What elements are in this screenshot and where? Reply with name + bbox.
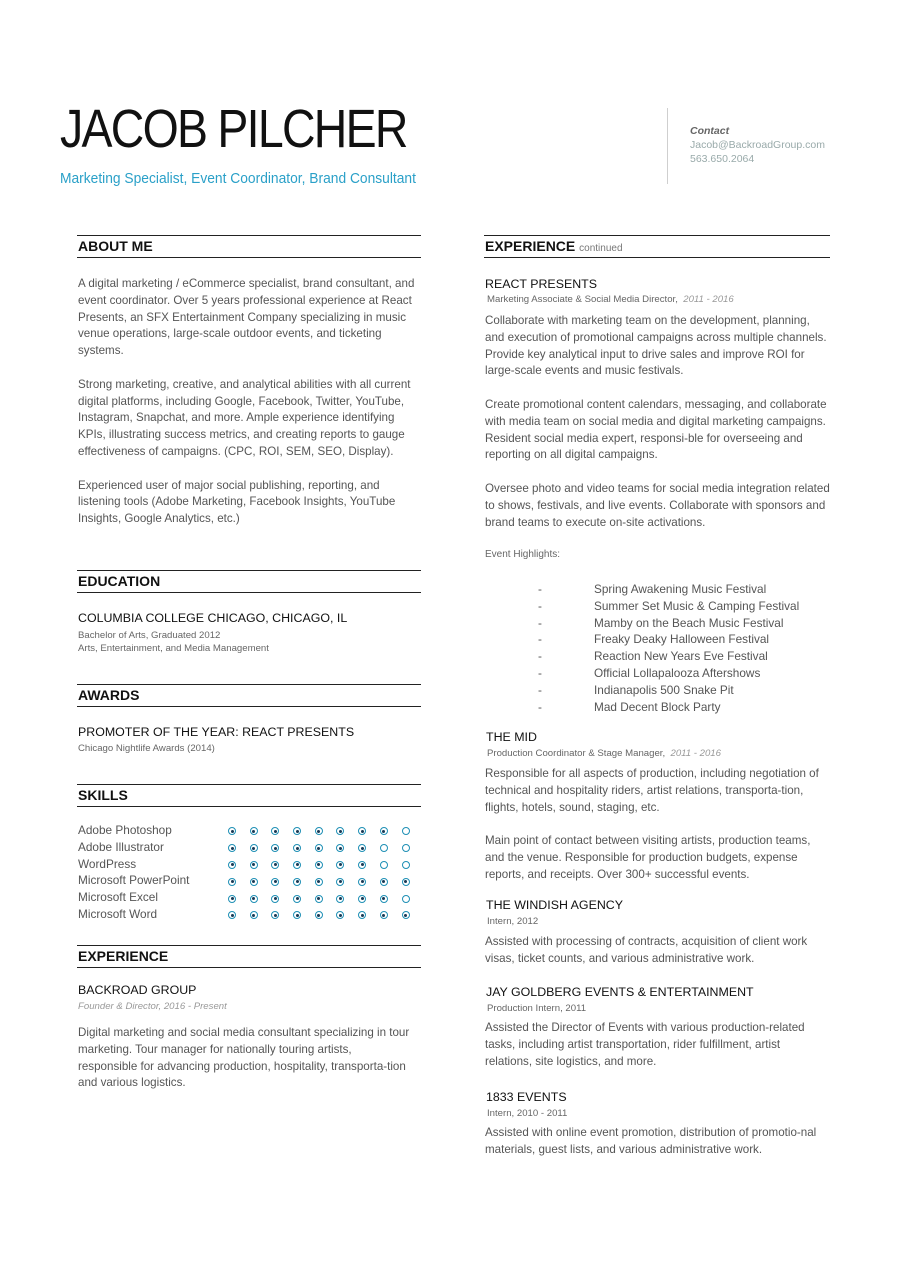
skill-name: WordPress	[78, 856, 137, 871]
job-description: Assisted the Director of Events with various production-related tasks, including artist transportation, rider fulfillment, artist relations, site logistics, and more.	[485, 1021, 805, 1068]
about-title: ABOUT ME	[78, 238, 153, 254]
job-paragraph: Responsible for all aspects of production, including negotiation of technical and hospitality riders, artist relations, transporta-tion, flights, hotels, sound, staging, etc.	[485, 767, 819, 814]
rating-dot-filled	[358, 878, 366, 886]
highlight-text: Spring Awakening Music Festival	[594, 582, 767, 596]
rating-dot-filled	[315, 827, 323, 835]
experience-continued-header	[484, 235, 830, 258]
contact-label: Contact	[690, 125, 730, 137]
job-dates: 2011 - 2016	[670, 748, 721, 759]
education-details	[78, 630, 269, 655]
job-paragraph: Collaborate with marketing team on the development, planning, and execution of promotional campaigns across multiple channels. Provide key analytical input to drive sales and improve ROI for large-scale events and music festivals.	[485, 314, 827, 378]
rating-dot-filled	[271, 844, 279, 852]
rating-dot-filled	[380, 911, 388, 919]
rating-dot-filled	[380, 878, 388, 886]
rating-dot-filled	[336, 911, 344, 919]
list-item: - Indianapolis 500 Snake Pit	[538, 682, 734, 697]
education-degree: Bachelor of Arts, Graduated 2012	[78, 630, 221, 641]
rating-dot-filled	[315, 844, 323, 852]
rating-dot-filled	[336, 895, 344, 903]
contact-phone[interactable]: 563.650.2064	[690, 153, 755, 165]
job-paragraph: Create promotional content calendars, messaging, and collaborate with media team on social media and digital marketing campaigns. Resident social media expert, responsi-ble for overseeing and reporting on all digital campaigns.	[485, 397, 827, 462]
job-company: JAY GOLDBERG EVENTS & ENTERTAINMENT	[486, 985, 754, 999]
rating-dot-filled	[358, 911, 366, 919]
about-section-header	[77, 235, 421, 258]
rating-dot-filled	[293, 895, 301, 903]
experience-title: EXPERIENCE	[78, 948, 169, 964]
rating-dot-empty	[380, 861, 388, 869]
highlight-text: Mad Decent Block Party	[594, 699, 721, 714]
job-role: Intern, 2010 - 2011	[487, 1108, 568, 1119]
rating-dot-filled	[293, 827, 301, 835]
skill-name: Adobe Illustrator	[78, 839, 164, 854]
about-paragraph: Experienced user of major social publishing, reporting, and listening tools (Adobe Marketing, Facebook Insights, YouTube Insights, Google Analytics, etc.)	[78, 478, 396, 526]
job-company: THE WINDISH AGENCY	[486, 898, 623, 912]
skill-rating-row	[228, 890, 423, 907]
skill-rating-row	[228, 857, 423, 874]
skill-name: Microsoft Excel	[78, 890, 158, 905]
list-item: - Reaction New Years Eve Festival	[538, 649, 768, 664]
rating-dot-filled	[315, 895, 323, 903]
contact-email[interactable]: Jacob@BackroadGroup.com	[690, 139, 825, 151]
job-role	[487, 748, 721, 761]
education-field: Arts, Entertainment, and Media Management	[78, 642, 269, 654]
highlight-text: Reaction New Years Eve Festival	[594, 649, 768, 664]
job-description: Digital marketing and social media consultant specializing in tour marketing. Tour manager for nationally touring artists, responsible for advancing production, hospitality, transporta-tion and various logistics.	[78, 1026, 410, 1090]
education-section-header	[77, 570, 421, 593]
highlights-list	[538, 581, 799, 715]
skill-name: Adobe Photoshop	[78, 823, 172, 837]
job-role-text: Production Coordinator & Stage Manager,	[487, 748, 666, 759]
job-description	[485, 313, 830, 531]
job-role: Intern, 2012	[487, 916, 539, 927]
rating-dot-empty	[402, 827, 410, 835]
rating-dot-filled	[336, 827, 344, 835]
skill-rating-row	[228, 907, 423, 924]
list-item: - Mamby on the Beach Music Festival	[538, 615, 784, 630]
rating-dot-filled	[315, 861, 323, 869]
job-role: Production Intern, 2011	[487, 1003, 587, 1014]
experience-section-header	[77, 945, 421, 968]
highlight-text: Indianapolis 500 Snake Pit	[594, 682, 734, 697]
rating-dot-filled	[228, 878, 236, 886]
rating-dot-filled	[315, 878, 323, 886]
rating-dot-filled	[358, 895, 366, 903]
job-role	[487, 294, 734, 307]
about-paragraph: A digital marketing / eCommerce specialist, brand consultant, and event coordinator. Over 5 years professional experience at React Presents, an SFX Entertainment Company specializing in music venue operations, large-scale outdoor events, and ticketing systems.	[78, 277, 415, 358]
skill-name: Microsoft Word	[78, 906, 158, 921]
education-school: COLUMBIA COLLEGE CHICAGO, CHICAGO, IL	[78, 611, 348, 625]
award-source: Chicago Nightlife Awards (2014)	[78, 743, 215, 754]
awards-section-header	[77, 684, 421, 707]
education-title: EDUCATION	[78, 573, 161, 589]
contact-block	[690, 124, 825, 166]
rating-dot-filled	[380, 827, 388, 835]
rating-dot-filled	[336, 878, 344, 886]
rating-dot-filled	[228, 895, 236, 903]
job-description: Assisted with processing of contracts, acquisition of client work visas, ticket counts, and various administrative work.	[485, 935, 808, 965]
job-paragraph: Main point of contact between visiting artists, production teams, and the venue. Responsible for production budgets, expense reports, and receipts. Over 300+ successful events.	[485, 834, 811, 881]
rating-dot-filled	[271, 878, 279, 886]
about-body	[78, 276, 423, 528]
list-item: - Official Lollapalooza Aftershows	[538, 665, 761, 680]
list-item: - Mad Decent Block Party	[538, 699, 721, 714]
continued-label: continued	[579, 243, 623, 254]
header-divider	[667, 108, 668, 184]
list-item: - Summer Set Music & Camping Festival	[538, 598, 800, 613]
job-dates: 2011 - 2016	[683, 294, 734, 305]
job-paragraph: Oversee photo and video teams for social media integration related to shows, festivals, and live events. Collaborate with sponsors and brand teams to execute on-site activations.	[485, 481, 830, 529]
job-role-text: Marketing Associate & Social Media Director,	[487, 294, 678, 305]
skill-rating-grid	[228, 823, 423, 924]
rating-dot-filled	[271, 911, 279, 919]
rating-dot-filled	[228, 844, 236, 852]
skill-rating-row	[228, 873, 423, 890]
experience-continued-title: EXPERIENCE	[485, 238, 576, 254]
rating-dot-filled	[293, 861, 301, 869]
rating-dot-filled	[250, 911, 258, 919]
rating-dot-filled	[228, 827, 236, 835]
award-name: PROMOTER OF THE YEAR: REACT PRESENTS	[78, 725, 355, 739]
rating-dot-filled	[293, 878, 301, 886]
rating-dot-filled	[250, 878, 258, 886]
highlight-text: Freaky Deaky Halloween Festival	[594, 632, 770, 647]
skills-title: SKILLS	[78, 787, 128, 803]
rating-dot-filled	[250, 861, 258, 869]
job-role	[78, 1001, 227, 1014]
skills-list	[78, 822, 189, 923]
rating-dot-filled	[228, 911, 236, 919]
rating-dot-empty	[380, 844, 388, 852]
rating-dot-filled	[402, 911, 410, 919]
rating-dot-filled	[358, 861, 366, 869]
skill-rating-row	[228, 823, 423, 840]
rating-dot-empty	[402, 861, 410, 869]
job-description	[485, 766, 830, 884]
skills-section-header	[77, 784, 421, 807]
job-description: Assisted with online event promotion, distribution of promotio-nal materials, guest lists, and various administrative work.	[485, 1126, 817, 1156]
rating-dot-filled	[336, 844, 344, 852]
rating-dot-filled	[358, 844, 366, 852]
rating-dot-filled	[293, 844, 301, 852]
rating-dot-filled	[358, 827, 366, 835]
highlight-text: Summer Set Music & Camping Festival	[594, 598, 800, 613]
rating-dot-filled	[315, 911, 323, 919]
skill-rating-row	[228, 840, 423, 857]
rating-dot-filled	[380, 895, 388, 903]
rating-dot-filled	[293, 911, 301, 919]
rating-dot-empty	[402, 844, 410, 852]
highlights-label: Event Highlights:	[485, 549, 561, 560]
rating-dot-empty	[402, 895, 410, 903]
highlight-text: Mamby on the Beach Music Festival	[594, 615, 784, 630]
list-item: - Freaky Deaky Halloween Festival	[538, 632, 770, 647]
rating-dot-filled	[228, 861, 236, 869]
rating-dot-filled	[271, 895, 279, 903]
rating-dot-filled	[402, 878, 410, 886]
job-company: REACT PRESENTS	[485, 277, 597, 291]
job-company: BACKROAD GROUP	[78, 983, 197, 997]
rating-dot-filled	[250, 827, 258, 835]
about-paragraph: Strong marketing, creative, and analytical abilities with all current digital platforms, including Google, Facebook, Twitter, YouTube, Instagram, Snapchat, and more. Ample experience identifying KPIs, illustrating success metrics, and creating reports to gauge effectiveness of campaigns. (CPC, ROI, SEM, SEO, Display).	[78, 377, 411, 458]
rating-dot-filled	[250, 895, 258, 903]
highlight-text: Official Lollapalooza Aftershows	[594, 665, 761, 680]
rating-dot-filled	[250, 844, 258, 852]
resume-tagline: Marketing Specialist, Event Coordinator, Brand Consultant	[60, 170, 416, 187]
rating-dot-filled	[271, 827, 279, 835]
experience-continued-heading	[485, 238, 623, 254]
job-company: 1833 EVENTS	[486, 1090, 567, 1104]
job-company: THE MID	[486, 730, 537, 744]
rating-dot-filled	[336, 861, 344, 869]
list-item: - Spring Awakening Music Festival	[538, 582, 767, 596]
job-role-text: Founder & Director, 2016 - Present	[78, 1001, 227, 1012]
awards-title: AWARDS	[78, 687, 140, 703]
resume-name: JACOB PILCHER	[60, 99, 407, 159]
rating-dot-filled	[271, 861, 279, 869]
skill-name: Microsoft PowerPoint	[78, 873, 190, 888]
